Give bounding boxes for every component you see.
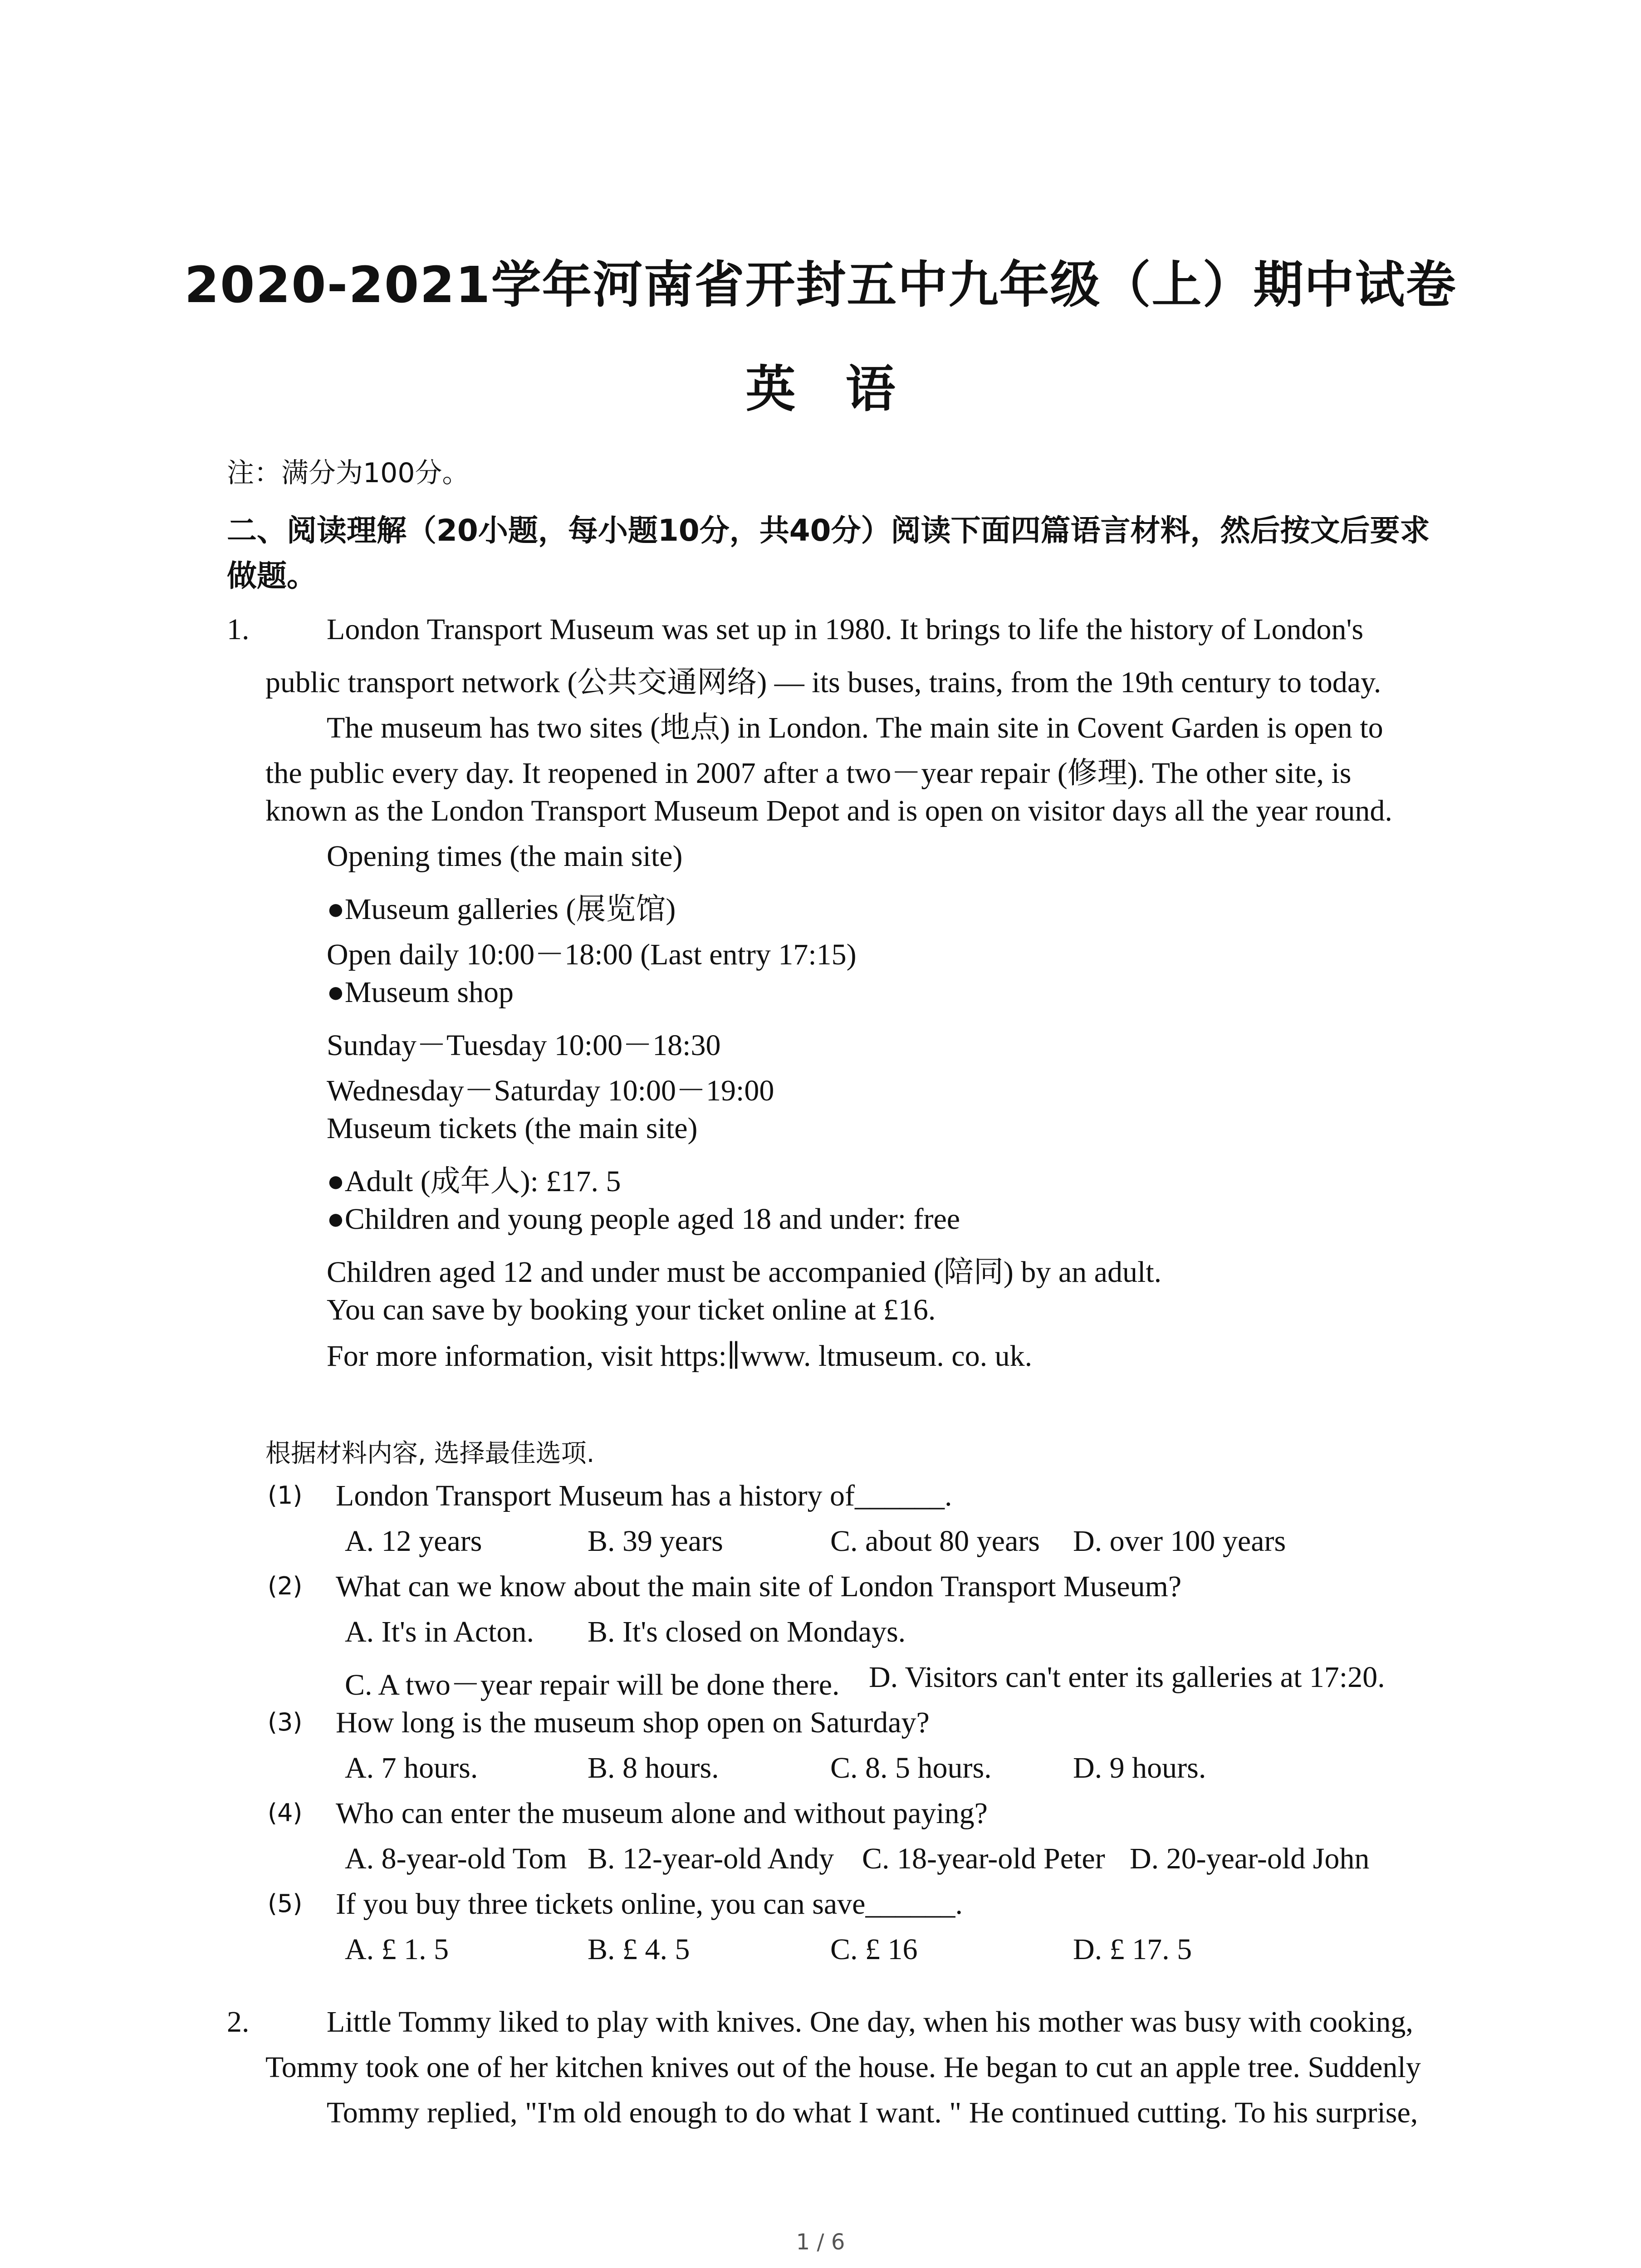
option-a: A. 8-year-old Tom	[345, 1842, 567, 1875]
option-b: B. 8 hours.	[588, 1751, 719, 1784]
option-a: A. 12 years	[345, 1525, 482, 1558]
passage-line: For more information, visit https:∥www. ltmuseum. co. uk.	[327, 1339, 1033, 1373]
passage-line: Open daily 10:00－18:00 (Last entry 17:15)	[327, 938, 857, 971]
option-d: D. 20-year-old John	[1130, 1842, 1370, 1875]
question-number: (3)	[268, 1708, 303, 1736]
passage-number: 2.	[227, 2005, 250, 2038]
passage-number: 1.	[227, 613, 250, 646]
page-number: 1 / 6	[796, 2229, 845, 2255]
option-b: B. It's closed on Mondays.	[588, 1615, 906, 1648]
option-d: D. Visitors can't enter its galleries at 17:20.	[869, 1661, 1385, 1694]
option-c: C. A two－year repair will be done there.	[345, 1668, 840, 1701]
passage-line: Tommy took one of her kitchen knives out of the house. He began to cut an apple tree. Suddenly	[265, 2051, 1421, 2084]
passage-line: The museum has two sites (地点) in London. The main site in Covent Garden is open to	[327, 711, 1383, 744]
question-number: (1)	[268, 1481, 303, 1510]
passage-line: known as the London Transport Museum Depot and is open on visitor days all the year round.	[265, 794, 1392, 827]
option-c: C. 18-year-old Peter	[862, 1842, 1105, 1875]
score-note: 注：满分为100分。	[227, 457, 470, 489]
option-d: D. 9 hours.	[1073, 1751, 1206, 1784]
passage-line: ●Museum shop	[327, 976, 514, 1009]
section-heading: 二、阅读理解（20小题，每小题10分，共40分）阅读下面四篇语言材料，然后按文后要求做题。	[227, 513, 1430, 593]
option-a: A. It's in Acton.	[345, 1615, 534, 1648]
question-stem: London Transport Museum has a history of______.	[336, 1479, 952, 1512]
question-number: (5)	[268, 1889, 303, 1918]
question-instruction: 根据材料内容, 选择最佳选项.	[265, 1439, 595, 1468]
passage-line: You can save by booking your ticket online at £16.	[327, 1293, 936, 1326]
question-number: (4)	[268, 1799, 303, 1827]
passage-line: ●Children and young people aged 18 and under: free	[327, 1202, 960, 1236]
option-c: C. about 80 years	[830, 1525, 1040, 1558]
question-number: (2)	[268, 1572, 303, 1600]
option-b: B. 12-year-old Andy	[588, 1842, 834, 1875]
passage-line: Children aged 12 and under must be accompanied (陪同) by an adult.	[327, 1256, 1162, 1289]
passage-line: Little Tommy liked to play with knives. One day, when his mother was busy with cooking,	[327, 2005, 1413, 2038]
passage-line: ●Museum galleries (展览馆)	[327, 893, 676, 926]
passage-line: Wednesday－Saturday 10:00－19:00	[327, 1074, 774, 1107]
option-b: B. £ 4. 5	[588, 1933, 690, 1966]
option-a: A. £ 1. 5	[345, 1933, 449, 1966]
passage-line: Museum tickets (the main site)	[327, 1112, 698, 1145]
option-d: D. £ 17. 5	[1073, 1933, 1192, 1966]
passage-line: ●Adult (成年人): £17. 5	[327, 1165, 621, 1198]
option-c: C. £ 16	[830, 1933, 918, 1966]
passage-line: Sunday－Tuesday 10:00－18:30	[327, 1029, 721, 1062]
option-c: C. 8. 5 hours.	[830, 1751, 992, 1784]
question-stem: How long is the museum shop open on Saturday?	[336, 1706, 930, 1739]
exam-title: 2020-2021学年河南省开封五中九年级（上）期中试卷	[184, 256, 1457, 314]
passage-line: London Transport Museum was set up in 1980. It brings to life the history of London's	[327, 613, 1364, 646]
question-stem: What can we know about the main site of London Transport Museum?	[336, 1570, 1182, 1603]
passage-line: Tommy replied, "I'm old enough to do what I want. " He continued cutting. To his surprise,	[327, 2096, 1418, 2129]
option-a: A. 7 hours.	[345, 1751, 478, 1784]
passage-line: the public every day. It reopened in 2007 after a two－year repair (修理). The other site, is	[265, 757, 1352, 790]
option-b: B. 39 years	[588, 1525, 723, 1558]
passage-line: Opening times (the main site)	[327, 840, 683, 873]
question-stem: Who can enter the museum alone and without paying?	[336, 1797, 988, 1830]
exam-subject: 英语	[745, 360, 945, 418]
passage-line: public transport network (公共交通网络) — its buses, trains, from the 19th century to today.	[265, 666, 1381, 699]
question-stem: If you buy three tickets online, you can save______.	[336, 1887, 963, 1921]
option-d: D. over 100 years	[1073, 1525, 1286, 1558]
